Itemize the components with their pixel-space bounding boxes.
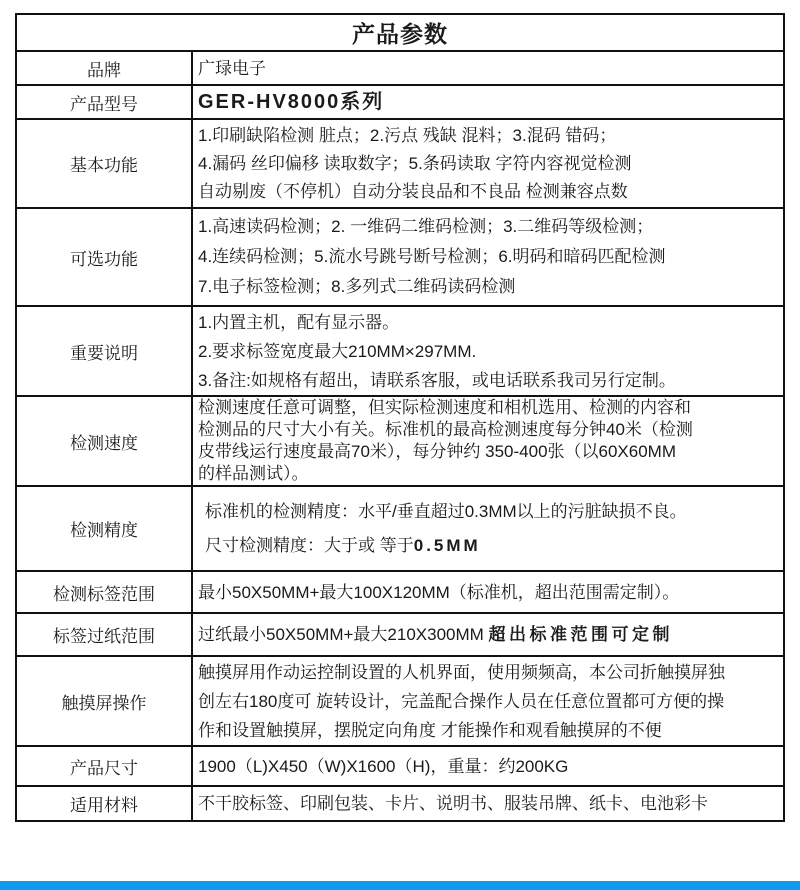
spec-table-body — [17, 52, 783, 820]
table-row — [17, 209, 783, 307]
table-row — [17, 52, 783, 86]
row-value-line: 过纸最小50X50MM+最大210X300MM 超出标准范围可定制 — [198, 625, 674, 644]
row-value-line: 创左右180度可 旋转设计，完盖配合操作人员在任意位置都可方便的操 — [198, 691, 725, 711]
row-value-line: 最小50X50MM+最大100X120MM（标准机，超出范围需定制）。 — [198, 582, 680, 602]
row-value-line: 尺寸检测精度：大于或 等于0.5MM — [205, 535, 481, 555]
table-row — [17, 614, 783, 657]
row-value — [193, 209, 783, 305]
row-value-line: 作和设置触摸屏，摆脱定向角度 才能操作和观看触摸屏的不便 — [198, 720, 662, 740]
row-value — [193, 572, 783, 612]
row-value — [193, 614, 783, 655]
row-value — [193, 307, 783, 395]
row-value-line: 触摸屏用作动运控制设置的人机界面，使用频频高，本公司折触摸屏独 — [198, 662, 725, 682]
row-value-line: 皮带线运行速度最高70米），每分钟约 350-400张（以60X60MM — [198, 442, 676, 461]
row-value-line: 检测品的尺寸大小有关。标准机的最高检测速度每分钟40米（检测 — [198, 420, 693, 439]
table-row — [17, 307, 783, 397]
row-value — [193, 787, 783, 820]
row-value-line: 7.电子标签检测；8.多列式二维码读码检测 — [198, 277, 516, 296]
row-value — [193, 657, 783, 745]
row-label: 重要说明 — [17, 307, 193, 395]
table-row — [17, 787, 783, 820]
row-value — [193, 487, 783, 570]
row-label: 检测标签范围 — [17, 572, 193, 612]
table-row — [17, 397, 783, 487]
row-value — [193, 86, 783, 118]
row-value-line: GER-HV8000系列 — [198, 90, 385, 113]
row-value — [193, 52, 783, 84]
row-value-line: 的样品测试）。 — [198, 464, 309, 483]
row-value-line: 检测速度任意可调整，但实际检测速度和相机选用、检测的内容和 — [198, 398, 691, 417]
row-label: 标签过纸范围 — [17, 614, 193, 655]
table-row — [17, 120, 783, 209]
row-value-line: 1.印刷缺陷检测 脏点；2.污点 残缺 混料；3.混码 错码； — [198, 125, 617, 145]
row-value-line: 3.备注:如规格有超出，请联系客服，或电话联系我司另行定制。 — [198, 370, 676, 390]
row-value-line: 2.要求标签宽度最大210MM×297MM. — [198, 341, 477, 361]
page-title: 产品参数 — [17, 15, 783, 52]
row-value-line: 4.连续码检测；5.流水号跳号断号检测；6.明码和暗码匹配检测 — [198, 247, 666, 266]
row-value — [193, 120, 783, 207]
row-label: 触摸屏操作 — [17, 657, 193, 745]
spec-table — [15, 13, 785, 822]
row-value-line: 1900（L)X450（W)X1600（H)，重量：约200KG — [198, 756, 569, 776]
row-value — [193, 747, 783, 785]
row-value — [193, 397, 783, 485]
row-label: 基本功能 — [17, 120, 193, 207]
row-value-line: 4.漏码 丝印偏移 读取数字；5.条码读取 字符内容视觉检测 — [198, 153, 632, 173]
row-value-line: 自动剔废（不停机）自动分装良品和不良品 检测兼容点数 — [198, 181, 628, 201]
row-label: 检测速度 — [17, 397, 193, 485]
table-row — [17, 747, 783, 787]
row-label: 可选功能 — [17, 209, 193, 305]
row-label: 适用材料 — [17, 787, 193, 820]
row-value-line: 1.高速读码检测；2. 一维码二维码检测；3.二维码等级检测； — [198, 217, 654, 236]
bottom-accent-bar — [0, 881, 800, 890]
row-label: 产品尺寸 — [17, 747, 193, 785]
table-row — [17, 487, 783, 572]
row-value-line: 1.内置主机，配有显示器。 — [198, 312, 400, 332]
row-label: 检测精度 — [17, 487, 193, 570]
row-value-line: 不干胶标签、印刷包装、卡片、说明书、服装吊牌、纸卡、电池彩卡 — [198, 794, 708, 813]
row-value-line: 标准机的检测精度：水平/垂直超过0.3MM以上的污脏缺损不良。 — [205, 501, 687, 521]
row-value-line: 广琭电子 — [198, 58, 266, 78]
table-row — [17, 572, 783, 614]
row-label: 产品型号 — [17, 86, 193, 118]
row-label: 品牌 — [17, 52, 193, 84]
table-row — [17, 657, 783, 747]
table-row — [17, 86, 783, 120]
